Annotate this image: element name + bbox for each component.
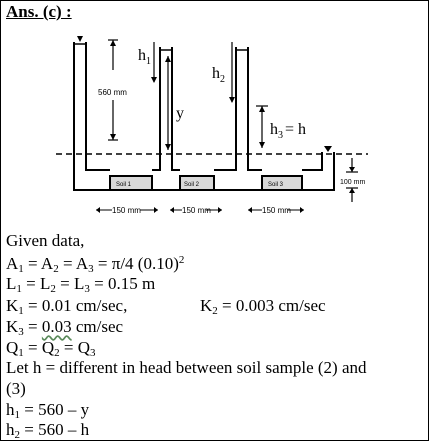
label-soil1: Soil 1	[116, 182, 132, 188]
h1-equation: $h_1 = 560 - y$	[6, 400, 90, 421]
label-150mm-2: 150 mm	[182, 206, 211, 215]
water-level-marker	[77, 36, 83, 42]
label-soil2: Soil 2	[184, 182, 200, 188]
permeameter-diagram	[0, 22, 429, 222]
let-line-cont: (3)	[6, 379, 26, 398]
k1-line: $K_1 = 0.01$ cm/sec,	[6, 296, 128, 317]
given-data-line: Given data,	[6, 231, 85, 250]
label-soil3: Soil 3	[268, 182, 284, 188]
mid-tube1-left	[152, 47, 160, 170]
k2-line: $K_2 = 0.003$ cm/sec	[200, 296, 326, 317]
label-h1: $h_1$	[138, 47, 151, 67]
label-h3: $h_3 = h$	[270, 121, 307, 141]
outlet-level-marker	[324, 146, 332, 152]
label-150mm-1: 150 mm	[112, 206, 141, 215]
label-h2: $h_2$	[212, 65, 225, 85]
q-line: $Q_1 = Q_2 = Q_3$	[6, 338, 96, 359]
label-y: y	[176, 105, 184, 122]
length-line: $L_1 = L_2 = L_3 = 0.15$ m	[6, 274, 156, 295]
let-line: Let h = different in head between soil sample (2) and	[6, 358, 367, 377]
area-line: $A_1 = A_2 = A_3 = \pi/4$ $(0.10)^2$	[6, 254, 185, 275]
mid-tube2-right	[248, 47, 262, 170]
label-100mm: 100 mm	[340, 179, 366, 186]
k3-line: $K_3 = 0.03$ cm/sec	[6, 317, 124, 338]
label-150mm-3: 150 mm	[262, 206, 291, 215]
h2-equation: $h_2 = 560 - h$	[6, 420, 90, 441]
label-560mm: 560 mm	[98, 88, 127, 97]
answer-label: Ans. (c) :	[6, 2, 72, 21]
left-tube-inner	[86, 42, 110, 170]
